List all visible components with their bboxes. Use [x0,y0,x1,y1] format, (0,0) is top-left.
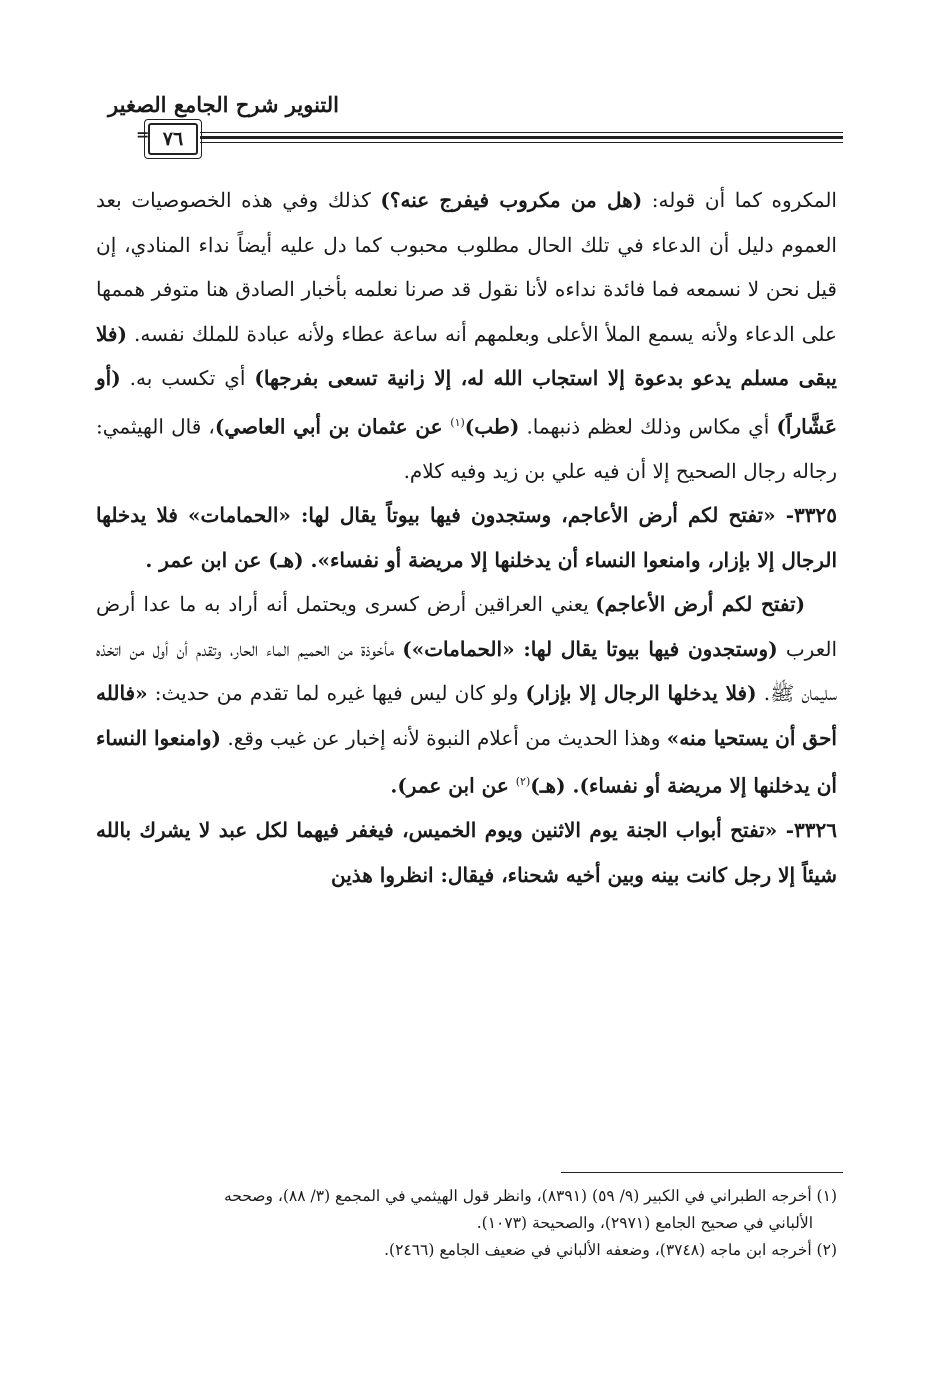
footnote-separator [561,1172,843,1173]
text-run: وهذا الحديث من أعلام النبوة لأنه إخبار عن غيب وقع. [220,725,667,750]
hadith-quote: (تفتح لكم أرض الأعاجم) [595,592,806,617]
hadith-number: ٣٣٢٥- [775,503,838,528]
hadith-number: ٣٣٢٦- [777,818,837,843]
hadith-3325 [96,493,837,582]
footnote-marker-2[interactable]: (٢) [515,775,531,789]
main-text [96,178,837,897]
text-run: أي مكاس وذلك لعظم ذنبهما. [519,414,777,439]
hadith-quote: (وستجدون فيها بيوتا يقال لها: «الحمامات») [402,636,778,661]
hadith-quote: (أو عَشَّاراً) [96,366,837,439]
hadith-quote: (فلا يدخلها الرجال إلا بإزار) [525,681,757,706]
text-run: أي تكسب به. [120,366,255,390]
header-rule-top [200,132,843,133]
header-rule-middle [200,136,843,139]
text-run: كذلك وفي هذه الخصوصيات بعد العموم دليل أن الدعاء في تلك الحال مطلوب محبوب كما دل عليه أيضاً نداء المنادي، إن قيل نحن لا نسمعه فما فائدة نداءه لأنا نقول قد صرنا نعلمه بأخبار الصادق هنا متوفر هممها على الدعاء ولأنه يسمع الملأ الأعلى وبعلمهم أنه ساعة عطاء ولأنه عبادة للملك نفسه. [96,188,837,346]
hadith-quote: «فالله أحق أن يستحيا منه» [96,681,837,750]
running-header-title: التنوير شرح الجامع الصغير [108,92,339,117]
source-ref: (طب) [464,414,520,439]
hadith-3326 [96,808,837,897]
header-ornament: = [136,125,150,144]
text-run: مأخوذة من الحميم الماء الحار، وتقدم أن أول من اتخذه سليمان ﷺ. [96,636,837,706]
footnote-1-continued: الألباني في صحيح الجامع (٢٩٧١)، والصحيحة (١٠٧٣). [476,1214,813,1232]
text-run: ولو كان ليس فيها غيره لما تقدم من حديث: [147,681,526,706]
footnote-1: (١) أخرجه الطبراني في الكبير (٩/ ٥٩) (٨٣٩١)، وانظر قول الهيثمي في المجمع (٣/ ٨٨)، وصححه [223,1187,837,1205]
hadith-quote: (فلا يبقى مسلم يدعو بدعوة إلا استجاب الله له، إلا زانية تسعى بفرجها) [96,321,837,390]
hadith-text: «تفتح أبواب الجنة يوم الاثنين ويوم الخميس، فيغفر فيهما لكل عبد لا يشرك بالله شيئاً إلا رجل كانت بينه وبين أخيه شحناء، فيقال: انظروا هذين [96,818,837,887]
footnotes [96,1183,837,1264]
narrator-ref: عن عثمان بن أبي العاصي) [214,414,451,439]
text-run: ، قال الهيثمي: رجاله رجال الصحيح إلا أن فيه علي بن زيد وفيه كلام. [96,414,837,483]
page-number: ٧٦ [148,123,198,155]
paragraph-1 [96,178,837,493]
header-rule-bottom [200,142,843,143]
hadith-quote: (وامنعوا النساء أن يدخلنها إلا مريضة أو نفساء). (هـ) [96,725,837,798]
commentary-3325 [96,582,837,808]
hadith-source: (هـ) عن ابن عمر . [145,547,311,572]
text-run: يعني العراقين أرض كسرى ويحتمل أنه أراد به ما عدا أرض العرب [96,592,837,661]
footnote-marker-1[interactable]: (١) [450,415,465,429]
footnote-2: (٢) أخرجه ابن ماجه (٣٧٤٨)، وضعفه الألباني في ضعيف الجامع (٢٤٦٦). [384,1241,837,1259]
hadith-text: «تفتح لكم أرض الأعاجم، وستجدون فيها بيوتاً يقال لها: «الحمامات» فلا يدخلها الرجال إلا بإزار، وامنعوا النساء أن يدخلنها إلا مريضة أو نفساء». [96,503,837,572]
narrator-ref: عن ابن عمر). [390,773,516,798]
text-run: المكروه كما أن قوله: [642,188,837,212]
hadith-quote: (هل من مكروب فيفرج عنه؟) [380,188,643,212]
